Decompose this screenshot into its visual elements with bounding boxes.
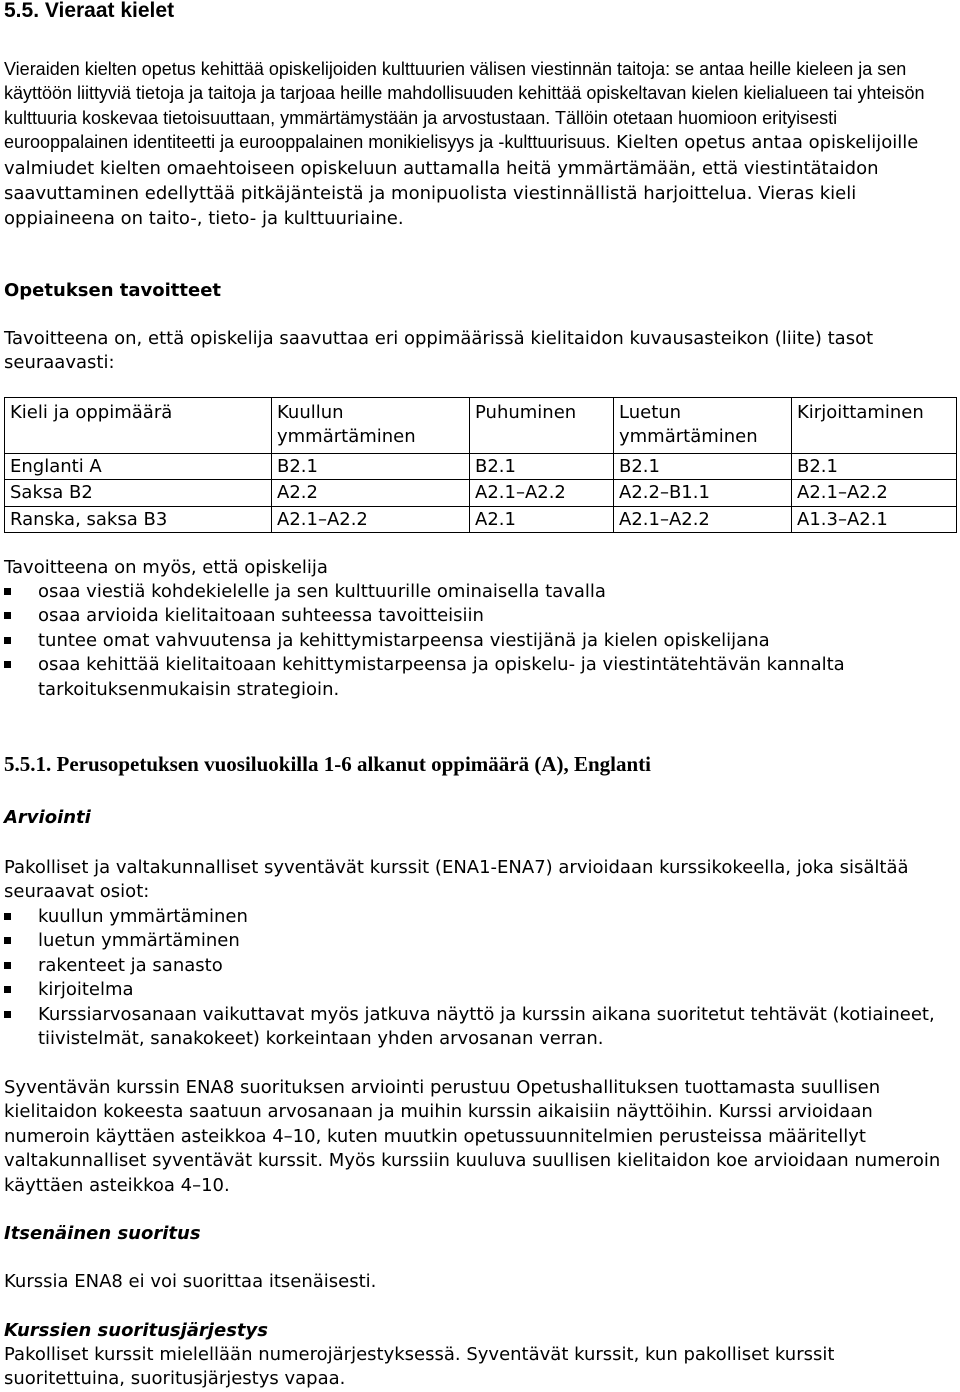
- table-cell: Saksa B2: [5, 480, 272, 506]
- goals-intro: Tavoitteena on, että opiskelija saavuttaa eri oppimäärissä kielitaidon kuvausasteikon (liite) tasot seuraavasti:: [4, 328, 874, 374]
- table-cell: A2.1–A2.2: [792, 480, 957, 506]
- intro-paragraph: [4, 57, 952, 232]
- table-cell: Ranska, saksa B3: [5, 506, 272, 532]
- list-item: osaa arvioida kielitaitoaan suhteessa tavoitteisiin: [4, 604, 952, 628]
- table-header-cell: Kirjoittaminen: [792, 398, 957, 454]
- table-cell: B2.1: [272, 453, 470, 479]
- table-cell: B2.1: [792, 453, 957, 479]
- square-bullet-icon: [4, 986, 11, 993]
- square-bullet-icon: [4, 1011, 11, 1018]
- list-item: kirjoitelma: [4, 978, 952, 1002]
- order-heading: Kurssien suoritusjärjestys: [4, 1320, 268, 1341]
- assessment-heading: Arviointi: [4, 807, 91, 828]
- ena8-paragraph: Syventävän kurssin ENA8 suorituksen arviointi perustuu Opetushallituksen tuottamasta suullisen kielitaidon kokeesta saatuun arvosanaan ja muihin kurssin aikaisiin näyttöihin. Kurssi arvioidaan numeroin käyttäen asteikkoa 4–10, kuten muutkin opetussuunnitelmien perusteissa määritellyt valtakunnalliset syventävät kurssit. Myös kurssiin kuuluva suullisen kielitaidon koe arvioidaan numeroin käyttäen asteikkoa 4–10.: [4, 1077, 941, 1196]
- assessment-list: [4, 905, 952, 1051]
- list-item: tuntee omat vahvuutensa ja kehittymistarpeensa viestijänä ja kielen opiskelijana: [4, 629, 952, 653]
- table-row: [5, 480, 957, 506]
- level-table: [4, 397, 957, 533]
- square-bullet-icon: [4, 661, 11, 668]
- subsection-title: 5.5.1. Perusopetuksen vuosiluokilla 1-6 alkanut oppimäärä (A), Englanti: [4, 752, 652, 776]
- intro-part-2: Kielten opetus antaa opiskelijoille valmiudet kielten omaehtoiseen opiskeluun auttamalla heitä ymmärtämään, että viestintätaidon saavuttaminen edellyttää pitkäjänteistä ja monipuolista viestinnällistä harjoittelua. Vieras kieli oppiaineena on taito-, tieto- ja kulttuuriaine.: [4, 132, 919, 230]
- also-goal-intro: Tavoitteena on myös, että opiskelija: [4, 557, 328, 578]
- square-bullet-icon: [4, 937, 11, 944]
- square-bullet-icon: [4, 588, 11, 595]
- table-cell: B2.1: [470, 453, 614, 479]
- section-title: 5.5. Vieraat kielet: [4, 0, 175, 22]
- square-bullet-icon: [4, 913, 11, 920]
- independent-text: Kurssia ENA8 ei voi suorittaa itsenäisesti.: [4, 1271, 377, 1292]
- list-item: Kurssiarvosanaan vaikuttavat myös jatkuva näyttö ja kurssin aikana suoritetut tehtävät (kotiaineet, tiivistelmät, sanakokeet) korkeintaan yhden arvosanan verran.: [4, 1003, 952, 1052]
- table-cell: A2.1–A2.2: [272, 506, 470, 532]
- table-header-cell: Kieli ja oppimäärä: [5, 398, 272, 454]
- square-bullet-icon: [4, 637, 11, 644]
- table-cell: A2.1–A2.2: [470, 480, 614, 506]
- table-cell: B2.1: [614, 453, 792, 479]
- list-item: luetun ymmärtäminen: [4, 929, 952, 953]
- table-header-row: [5, 398, 957, 454]
- table-cell: Englanti A: [5, 453, 272, 479]
- assessment-intro: Pakolliset ja valtakunnalliset syventävät kurssit (ENA1-ENA7) arvioidaan kurssikokeella, joka sisältää seuraavat osiot:: [4, 857, 909, 903]
- intro-part-1: Vieraiden kielten opetus kehittää opiskelijoiden kulttuurien välisen viestinnän taitoja: se antaa heille kieleen ja sen käyttöön liittyviä tietoja ja taitoja ja tarjoaa heille mahdollisuuden kehittää opiskeltavan kielen kielialueen tai yhteisön kulttuuria koskevaa tietoisuuttaan, ymmärtämystään ja arvostustaan. Tällöin otetaan huomioon erityisesti eurooppalainen identiteetti ja eurooppalainen monikielisyys ja -kulttuurisuus.: [4, 59, 925, 153]
- table-cell: A2.2: [272, 480, 470, 506]
- list-item: osaa viestiä kohdekielelle ja sen kulttuurille ominaisella tavalla: [4, 580, 952, 604]
- order-text: Pakolliset kurssit mielellään numerojärjestyksessä. Syventävät kurssit, kun pakolliset kurssit suoritettuina, suoritusjärjestys vapaa.: [4, 1344, 835, 1390]
- list-item: rakenteet ja sanasto: [4, 954, 952, 978]
- table-header-cell: Kuullun ymmärtäminen: [272, 398, 470, 454]
- table-cell: A2.1: [470, 506, 614, 532]
- square-bullet-icon: [4, 612, 11, 619]
- list-item: osaa kehittää kielitaitoaan kehittymistarpeensa ja opiskelu- ja viestintätehtävän kannalta tarkoituksenmukaisin strategioin.: [4, 653, 952, 702]
- also-goal-list: [4, 580, 952, 702]
- list-item: kuullun ymmärtäminen: [4, 905, 952, 929]
- table-cell: A2.1–A2.2: [614, 506, 792, 532]
- table-header-cell: Puhuminen: [470, 398, 614, 454]
- table-cell: A2.2–B1.1: [614, 480, 792, 506]
- table-row: [5, 453, 957, 479]
- table-row: [5, 506, 957, 532]
- square-bullet-icon: [4, 962, 11, 969]
- goals-heading: Opetuksen tavoitteet: [4, 280, 222, 301]
- table-cell: A1.3–A2.1: [792, 506, 957, 532]
- table-header-cell: Luetun ymmärtäminen: [614, 398, 792, 454]
- independent-heading: Itsenäinen suoritus: [4, 1223, 201, 1244]
